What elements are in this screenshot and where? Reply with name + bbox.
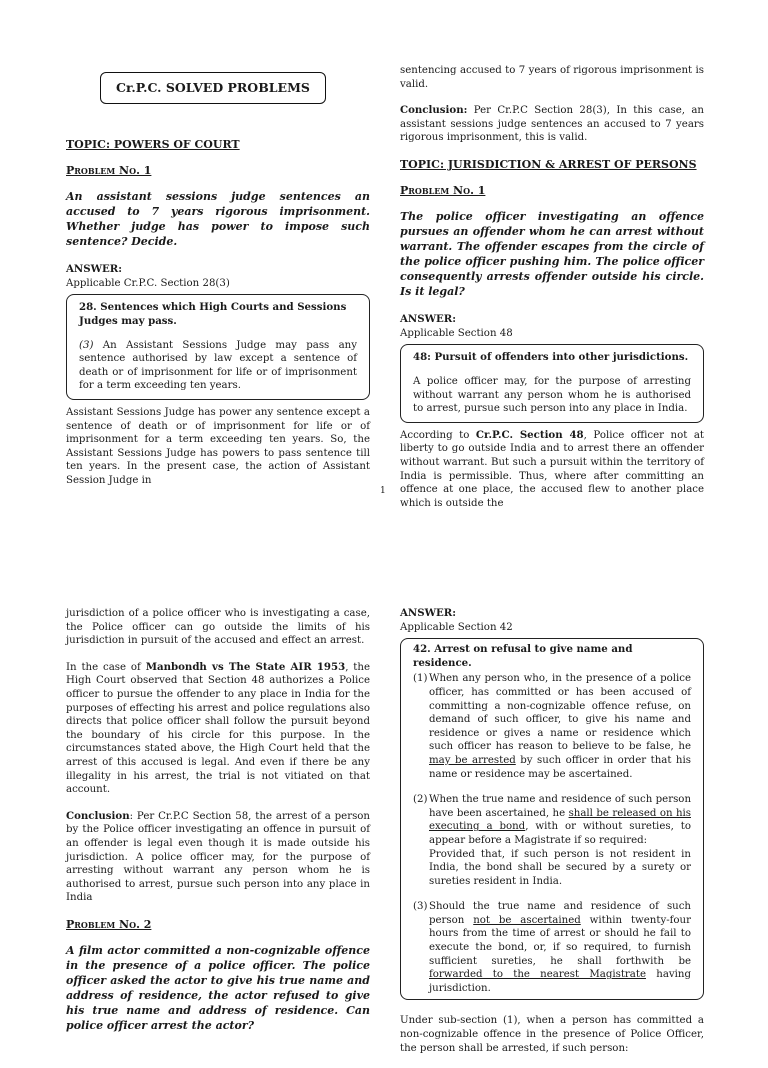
case-paragraph xyxy=(66,661,370,797)
list-number: (2) xyxy=(413,794,428,806)
underlined-text: forwarded to the nearest Magistrate xyxy=(429,969,646,981)
list-text xyxy=(429,672,691,781)
section-quote-box xyxy=(400,344,704,422)
body-paragraph xyxy=(400,429,704,511)
list-item xyxy=(413,900,691,995)
conclusion-paragraph xyxy=(400,104,704,145)
underlined-text: may be arrested xyxy=(429,754,516,766)
section-quote-text xyxy=(79,339,357,393)
topic-heading: TOPIC: JURISDICTION & ARREST OF PERSONS xyxy=(400,157,697,171)
page2-left-column xyxy=(66,607,370,1047)
text-run: by such officer in order that his name or residence may be ascertained. xyxy=(429,754,691,780)
para-text: According to xyxy=(400,429,476,441)
conclusion-paragraph xyxy=(66,810,370,905)
answer-label: ANSWER: xyxy=(400,313,457,326)
document-title-text: Cr.P.C. SOLVED PROBLEMS xyxy=(116,80,310,96)
page1-right-column xyxy=(400,64,704,523)
text-run: When the true name and residence of such person have been ascertained, he xyxy=(429,794,691,819)
problem-label: Problem No. 2 xyxy=(66,917,152,931)
problem-label: Problem No. 1 xyxy=(66,163,152,177)
section-quote-box xyxy=(66,294,370,400)
case-citation: Manbondh vs The State AIR 1953 xyxy=(145,660,346,673)
underlined-text: not be ascertained xyxy=(473,914,581,926)
list-number: (3) xyxy=(413,901,428,913)
page1-left-column xyxy=(66,64,370,501)
text-run: , with or without sureties, to appear before a Magistrate if so required: xyxy=(429,821,691,846)
page2-right-column xyxy=(400,607,704,1068)
list-text xyxy=(429,793,691,888)
conclusion-label: Conclusion xyxy=(66,809,130,822)
answer-label: ANSWER: xyxy=(400,607,457,619)
para-bold: Cr.P.C. Section 48 xyxy=(475,428,584,441)
text-run: having jurisdiction. xyxy=(429,969,691,994)
text-run: When any person who, in the presence of a police officer, has committed or has been accused of committing a non-cognizable offence refuse, on demand of such officer, to give his name and residence or gives a name or residence which such officer has reason to believe to be false, he xyxy=(429,673,691,753)
body-paragraph: jurisdiction of a police officer who is investigating a case, the Police officer can go outside the limits of his jurisdiction in pursuit of the accused and effect an arrest. xyxy=(66,608,370,647)
answer-label: ANSWER: xyxy=(66,263,123,276)
subsection-text: An Assistant Sessions Judge may pass any sentence authorised by law except a sentence of death or of imprisonment for life or of imprisonment for a term exceeding ten years. xyxy=(79,339,357,392)
page-1 xyxy=(0,0,768,520)
para-text: In the case of xyxy=(66,661,146,673)
applicable-section: Applicable Cr.P.C. Section 28(3) xyxy=(66,277,230,289)
list-number: (1) xyxy=(413,673,428,685)
subsection-number: (3) xyxy=(79,339,94,351)
body-paragraph: Assistant Sessions Judge has power any sentence except a sentence of death or of imprisonment for life or of imprisonment for a term exceeding ten years. So, the Assistant Sessions Judge has powers to pass sentence till ten years. In the present case, the action of Assistant Session Judge in xyxy=(66,406,370,486)
list-text xyxy=(429,900,691,995)
list-item xyxy=(413,672,691,781)
conclusion-text: : Per Cr.P.C Section 58, the arrest of a person by the Police officer investigating an offence in pursuit of an offender is legal even though it is made outside his jurisdiction. A police officer may, for the purpose of arresting without warrant any person whom he is authorised to arrest, pursue such person into any place in India xyxy=(66,810,370,904)
text-run: within twenty-four hours from the time of arrest or should he fail to execute the bond, or, if so required, to furnish sufficient sureties, he shall forthwith be xyxy=(429,914,691,967)
section-quote-box xyxy=(400,638,704,1000)
underlined-text: shall be released on his executing a bond xyxy=(429,807,691,833)
section-quote-title: 48: Pursuit of offenders into other jurisdictions. xyxy=(413,351,689,364)
section-quote-title: 42. Arrest on refusal to give name and residence. xyxy=(413,643,633,669)
conclusion-label: Conclusion: xyxy=(400,104,468,117)
problem-label: Problem No. 1 xyxy=(400,183,486,197)
page-number: 1 xyxy=(380,486,386,496)
applicable-section: Applicable Section 42 xyxy=(400,621,513,633)
para-text: , the High Court observed that Section 48 authorizes a Police officer to pursue the offender to any place in India for the purposes of effecting his arrest and police regulations also directs that police officer shall follow the pursuit beyond the boundary of his circle for this purpose. In the circumstances stated above, the High Court held that the arrest of this accused is legal. And even if there be any illegality in his arrest, the trial is not vitiated on that account. xyxy=(66,661,370,796)
document-title xyxy=(100,72,326,104)
problem-question: A film actor committed a non-cognizable offence in the presence of a police officer. The police officer asked the actor to give his true name and address of residence, the actor refused to give his true name and address of residence. Can police officer arrest the actor? xyxy=(66,944,370,1033)
text-run: Should the true name and residence of such person xyxy=(429,901,691,926)
list-item xyxy=(413,793,691,888)
section-quote-title: 28. Sentences which High Courts and Sessions Judges may pass. xyxy=(79,301,347,327)
applicable-section: Applicable Section 48 xyxy=(400,327,513,339)
body-paragraph: sentencing accused to 7 years of rigorous imprisonment is valid. xyxy=(400,65,704,90)
problem-question: An assistant sessions judge sentences an accused to 7 years rigorous imprisonment. Whether judge has power to impose such sentence? Decide. xyxy=(66,190,370,249)
section-quote-text: A police officer may, for the purpose of arresting without warrant any person whom he is authorised to arrest, pursue such person into any place in India. xyxy=(413,375,691,415)
para-text: , Police officer not at liberty to go outside India and to arrest there an offender without warrant. But such a pursuit within the territory of India is permissible. Thus, where after committing an offence at one place, the accused flew to another place which is outside the xyxy=(400,429,704,509)
topic-heading: TOPIC: POWERS OF COURT xyxy=(66,138,240,151)
conclusion-text: Per Cr.P.C Section 28(3), In this case, an assistant sessions judge sentences an accused to 7 years rigorous imprisonment, this is valid. xyxy=(400,105,704,144)
proviso-text: Provided that, if such person is not resident in India, the bond shall be secured by a surety or sureties resident in India. xyxy=(429,848,691,887)
problem-question: The police officer investigating an offence pursues an offender whom he can arrest without warrant. The offender escapes from the circle of the police officer pushing him. The police officer consequently arrests offender outside his circle. Is it legal? xyxy=(400,210,704,299)
body-paragraph: Under sub-section (1), when a person has committed a non-cognizable offence in the presence of Police Officer, the person shall be arrested, if such person: xyxy=(400,1015,704,1054)
